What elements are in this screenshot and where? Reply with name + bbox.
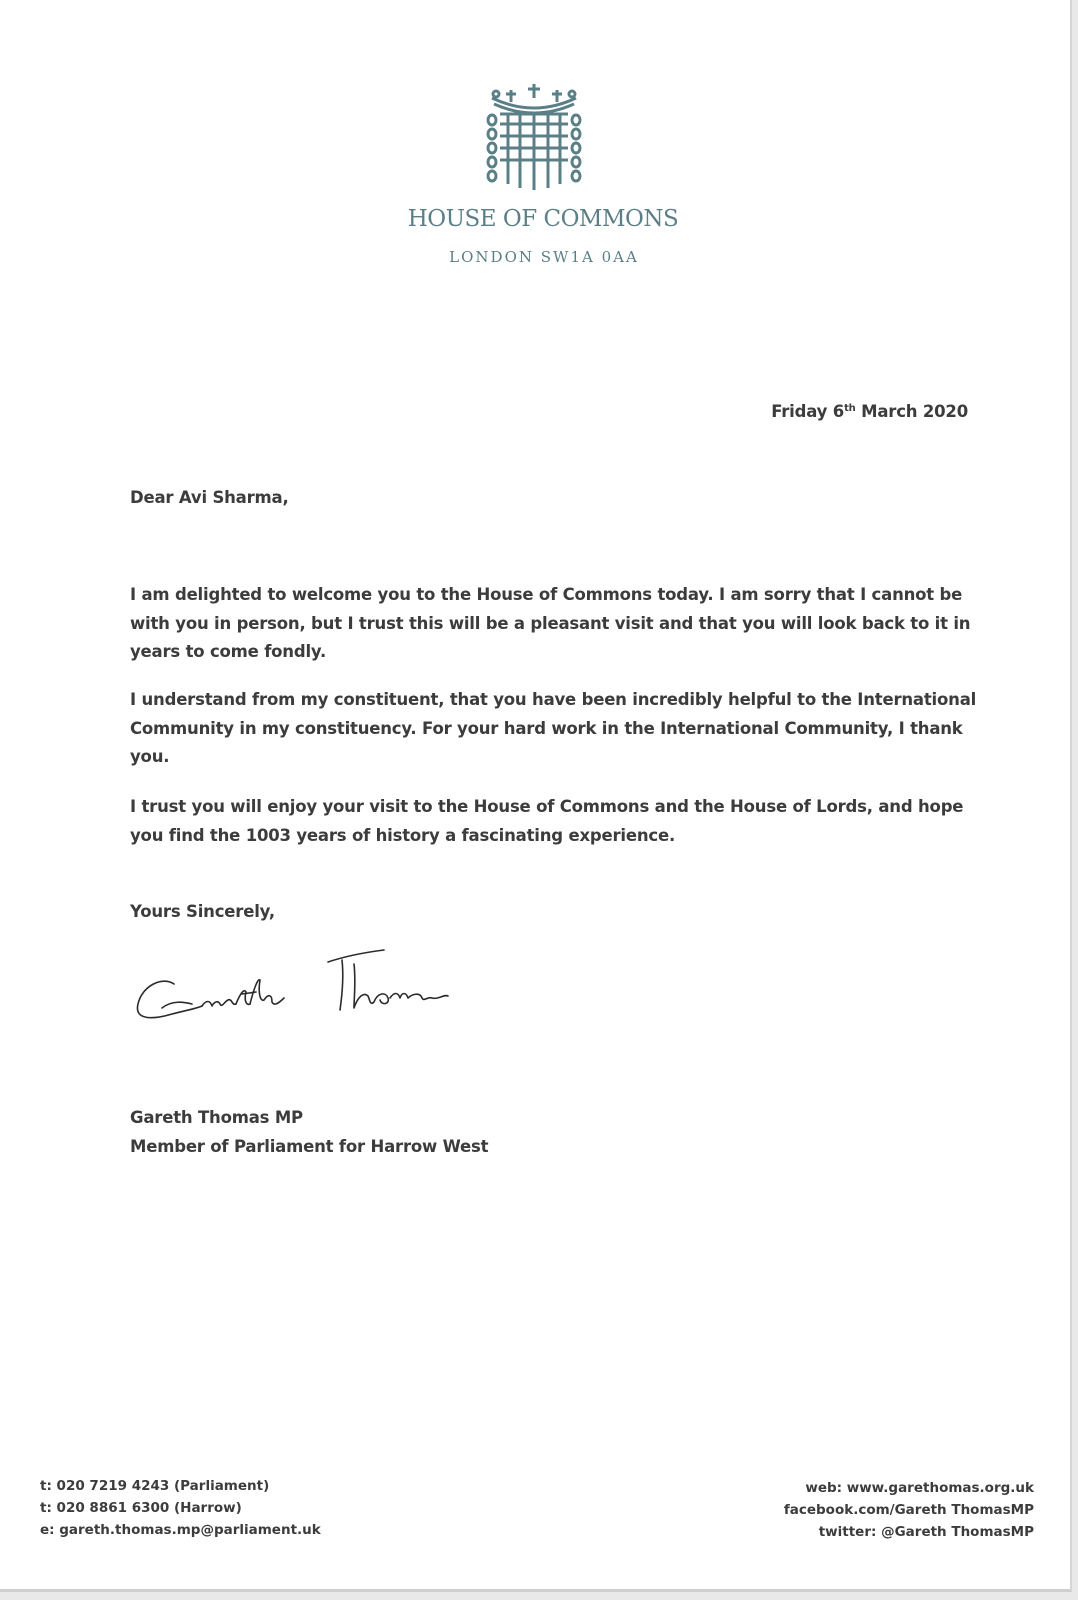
signer-role: Member of Parliament for Harrow West — [130, 1137, 489, 1156]
footer-phone-parliament: t: 020 7219 4243 (Parliament) — [40, 1478, 270, 1494]
handwritten-signature — [132, 948, 512, 1040]
signer-name: Gareth Thomas MP — [130, 1108, 303, 1127]
paragraph-welcome: I am delighted to welcome you to the House of Commons today. I am sorry that I cannot be with you in person, but I trust this will be a pleasant visit and that you will look back to it in years to come fondly. — [130, 585, 971, 661]
salutation: Dear Avi Sharma, — [130, 488, 289, 507]
date-suffix: th — [844, 403, 856, 414]
footer-email: e: gareth.thomas.mp@parliament.uk — [40, 1522, 321, 1538]
footer-contact-right — [784, 1477, 1034, 1543]
portcullis-crest-icon — [486, 84, 582, 196]
date-rest: March 2020 — [861, 402, 968, 421]
footer-facebook: facebook.com/Gareth ThomasMP — [783, 1502, 1034, 1518]
footer-contact-left — [40, 1475, 321, 1541]
paragraph-thanks: I understand from my constituent, that you have been incredibly helpful to the International Community in my constituency. For your hard work in the International Community, I thank you. — [130, 690, 977, 766]
date-day: Friday 6 — [771, 402, 845, 421]
paragraph-enjoy: I trust you will enjoy your visit to the House of Commons and the House of Lords, and hope you find the 1003 years of history a fascinating experience. — [130, 797, 964, 845]
footer-twitter: twitter: @Gareth ThomasMP — [818, 1524, 1034, 1540]
footer-phone-harrow: t: 020 8861 6300 (Harrow) — [40, 1500, 242, 1516]
footer-web: web: www.garethomas.org.uk — [805, 1480, 1034, 1496]
letterhead-address: LONDON SW1A 0AA — [449, 248, 639, 266]
letterhead-title: HOUSE OF COMMONS — [407, 206, 679, 232]
closing: Yours Sincerely, — [130, 902, 276, 921]
letter-date — [771, 402, 968, 421]
